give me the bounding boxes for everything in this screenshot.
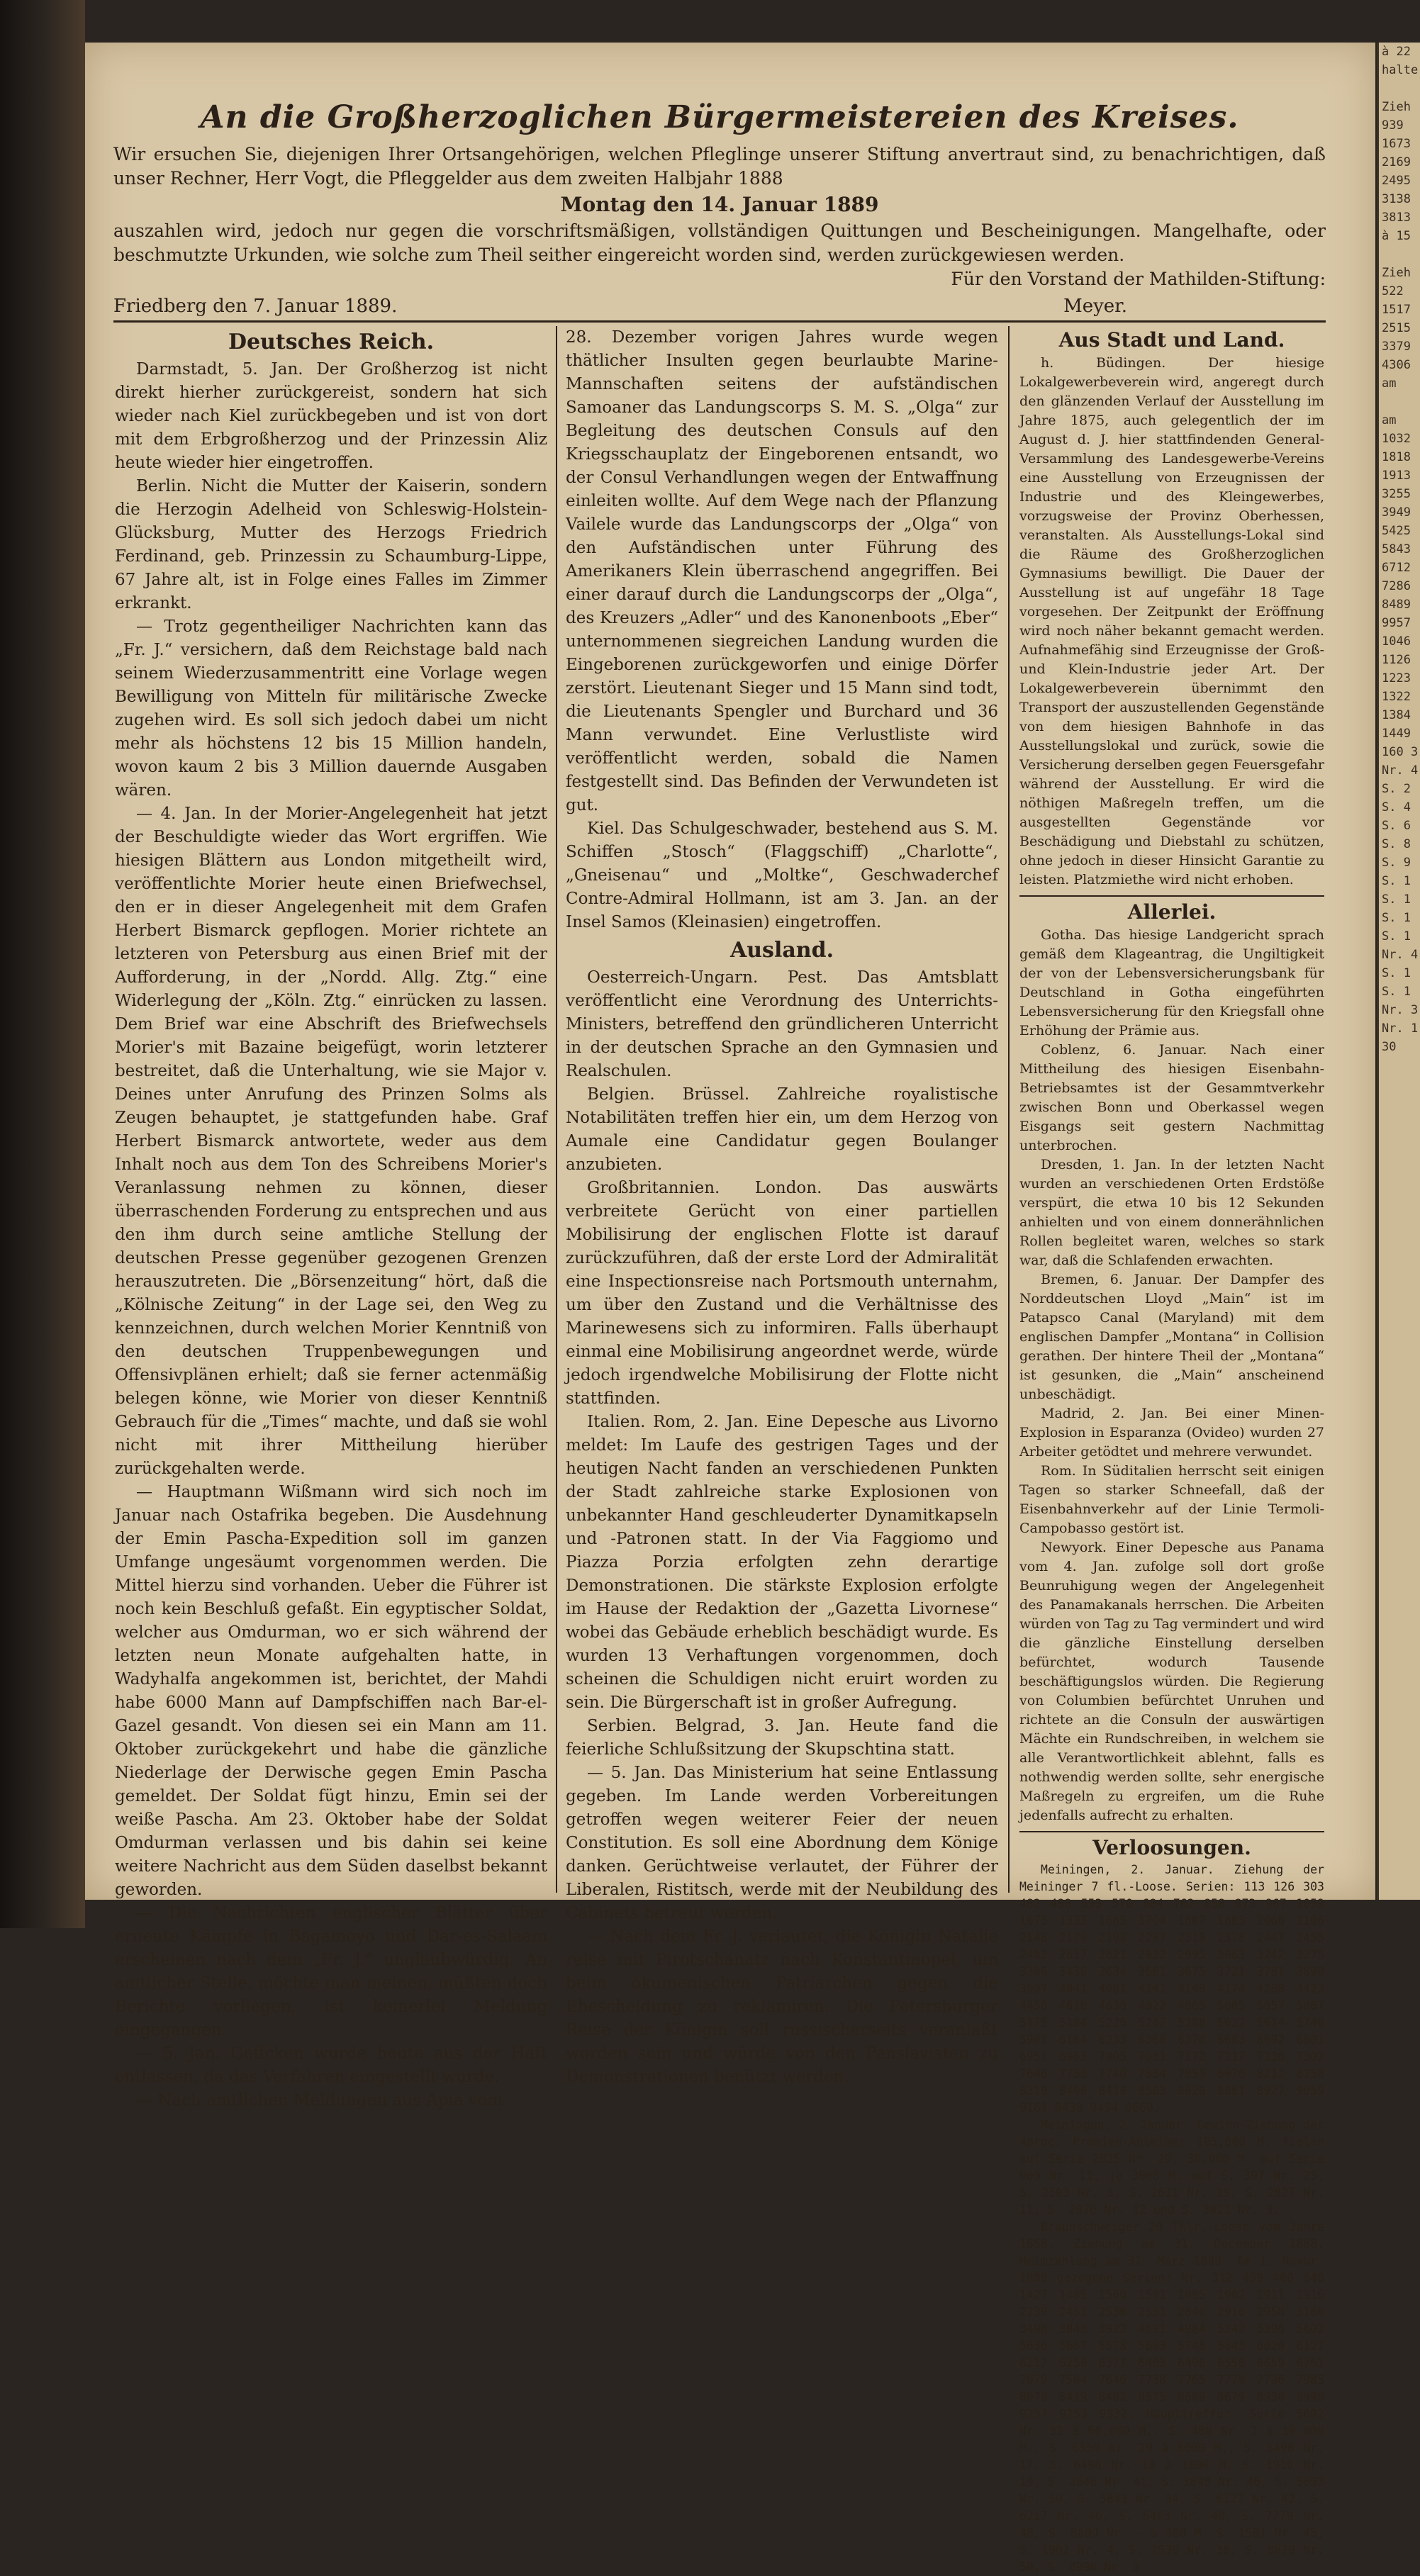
edge-fragment: 1673 xyxy=(1382,137,1411,151)
edge-fragment: 1223 xyxy=(1382,671,1411,685)
edge-fragment: 1384 xyxy=(1382,708,1411,722)
article-paragraph: Newyork. Einer Depesche aus Panama vom 4. Jan. zufolge soll dort große Beunruhigung wegen der Angelegenheit des Panamakanals herrschen. Die Arbeiten würden von Tag zu Tag vermindert und wird die gänzliche Einstellung derselben befürchtet, wodurch Tausende beschäftigungslos würden. Die Regierung von Columbien befürchtet Unruhen und richtete an die Consuln der auswärtigen Mächte ein Rundschreiben, in welchem sie alle Verantwortlichkeit ablehnt, falls es nothwendig werden sollte, sehr energische Maßregeln zu ergreifen, um die Ruhe jedenfalls aufrecht zu erhalten. xyxy=(1019,1540,1324,1823)
edge-fragment: 5843 xyxy=(1382,542,1411,556)
newspaper-page xyxy=(85,43,1375,2574)
column-3 xyxy=(1019,326,1324,2576)
heading-verloosungen: Verloosungen. xyxy=(1092,1836,1251,1859)
edge-fragment: Zieh xyxy=(1382,266,1411,280)
edge-fragment: 1517 xyxy=(1382,303,1411,317)
edge-fragment: 1126 xyxy=(1382,653,1411,667)
edge-fragment xyxy=(1379,393,1420,411)
edge-fragment: 3255 xyxy=(1382,487,1411,501)
edge-fragment: S. 4 xyxy=(1382,800,1411,814)
edge-fragment: 6712 xyxy=(1382,561,1411,575)
edge-fragment: S. 1 xyxy=(1382,874,1411,888)
column-divider-2 xyxy=(1008,326,1010,1893)
lottery-list: Braunschweiger 20 Thlr.-Loose vom Jahre 1868. Ziehung am 31. December 1888. Heimzahlung am 31. März 1889. Am 1. Novbr. 1888 gezogene Serien: Nr. 312 439 480 848 1427 1485 1560 1581 1895 1902 1911 1916 2239 2451 2530 2551 2646 2916 2958 3166 3498 3848 3922 4691 4984 5242 5396 5602 5636 5667 5678 5693 5748 5843 6020 6127 6217 6250 6377 6403 6496 6550 6659 6761 7079 7504 7646 7738 7765 7779 7796 7985 8079 8419 8482 8575 8609 8679 8930 8990 9237 9253 9332. Haupttreffer: Serie 5602 Nr. 33 à 60,000 M., S. 480 Nr. 1 à 10,800 M., S. 6550 Nr. 29 à 6000 M., S. 5496 Nr. 17, S. 6496 Nr. 18 à 1800 M. S. 1916 Nr. 19, S. 2646 Nr. 41, S. 3848 Nr. 46, S. 5693 Nr. 50, S. 5843 Nr. 34, S. 6127 Nr. 42, S. 6217 Nr. 46, S. 6403 Nr. 40, S. 7779 Nr. 48, S. 8609 Nr. — à 300 M. S. 1581 Nr. 45, S. 1902 Nr. 4, S. 2530 Nr. 38, S. 8679 Nr. 50, S. 8990 Nr. 3 xyxy=(1019,2220,1324,2574)
article-paragraph: Coblenz, 6. Januar. Nach einer Mittheilung des hiesigen Eisenbahn-Betriebsamtes ist der Gesammtverkehr zwischen Bonn und Oberkassel wegen Eisgangs seit gestern Nachmittag unterbrochen. xyxy=(1019,1042,1324,1153)
edge-fragment: S. 8 xyxy=(1382,837,1411,851)
edge-fragment xyxy=(1379,245,1420,264)
column-divider-1 xyxy=(556,326,557,1893)
article-paragraph: Berlin. Nicht die Mutter der Kaiserin, sondern die Herzogin Adelheid von Schleswig-Holstein-Glücksburg, Mutter des Herzogs Friedrich Ferdinand, geb. Prinzessin zu Schaumburg-Lippe, 67 Jahre alt, ist in Folge eines Falles im Zimmer erkrankt. xyxy=(115,477,547,612)
edge-fragment: 8489 xyxy=(1382,598,1411,612)
edge-fragment: 160 3 xyxy=(1382,745,1419,759)
heading-allerlei: Allerlei. xyxy=(1127,900,1217,924)
lottery-list: Meiningen, 2. Januar. Ziehung der Meininger 7 fl.-Loose. Serien: 113 126 303 482 488 553 570 684 762 858 873 967 1059 1075 1333 1685 1704 1807 1883 2068 2106 2148 2179 2198 2297 2319 2378 2447 2455 2482 2617 2621 2832 2995 3063 3242 3275 3306 3430 3634 3661 3675 3721 3781 3890 3997 4041 4081 4141 4149 4174 4280 4423 4456 4610 4630 4822 4865 5005 5057 5087 5175 5184 5226 5247 5308 5622 5614 5748 5901 6164 6233 6366 6370 6683 6692 6801 6951 6963 7005 7081 7172 7217 7238 7302 7646 7730 7740 7854 7959 8070 8212 8250 8319 8408 8418 8503 8620 8881 8927 9059 9161 9438 9494 9660. xyxy=(1019,1863,1324,2115)
edge-fragment: à 22 xyxy=(1382,45,1411,59)
column-2 xyxy=(566,326,998,2089)
article-paragraph: — Hauptmann Wißmann wird sich noch im Januar nach Ostafrika begeben. Die Ausdehnung der Emin Pascha-Expedition soll im ganzen Umfange ungesäumt vorgenommen werden. Die Mittel hierzu sind vorhanden. Ueber die Führer ist noch kein Beschluß gefaßt. Ein egyptischer Soldat, welcher aus Omdurman, wo er sich während der letzten neun Monate aufgehalten hatte, in Wadyhalfa angekommen ist, berichtet, der Mahdi habe 6000 Mann auf Dampfschiffen nach Bar-el-Gazel gesandt. Von diesen sei ein Mann am 11. Oktober zurückgekehrt und habe die gänzliche Niederlage der Derwische gegen Emin Pascha gemeldet. Der Soldat fügt hinzu, Emin sei der weiße Pascha. Am 23. Oktober habe der Soldat Omdurman verlassen und bis dahin sei keine weitere Nachricht aus dem Süden daselbst bekannt geworden. xyxy=(115,1483,547,1899)
section-rule xyxy=(1019,895,1324,897)
edge-fragment: S. 9 xyxy=(1382,856,1411,870)
edge-fragment xyxy=(1379,79,1420,98)
edge-fragment: S. 2 xyxy=(1382,782,1411,796)
header-rule xyxy=(113,320,1326,323)
column-1 xyxy=(115,326,547,2112)
adjacent-page-edge xyxy=(1377,43,1420,1900)
article-paragraph: Serbien. Belgrad, 3. Jan. Heute fand die feierliche Schlußsitzung der Skupschtina statt. xyxy=(566,1717,998,1759)
edge-fragment: 1032 xyxy=(1382,432,1411,446)
edge-fragment: S. 1 xyxy=(1382,966,1411,980)
edge-fragment: 3379 xyxy=(1382,340,1411,354)
edge-fragment: 2169 xyxy=(1382,155,1411,169)
article-paragraph: — 5. Jan. Geffcken wurde heute aus der Haft entlassen, da das Verfahren eingestellt wurde. xyxy=(115,2044,547,2086)
notice-body-2: auszahlen wird, jedoch nur gegen die vorschriftsmäßigen, vollständigen Quittungen und Bescheinigungen. Mangelhafte, oder beschmutzte Urkunden, wie solche zum Theil seither eingereicht worden sind, werden zurückgewiesen werden. xyxy=(113,220,1326,265)
heading-ausland: Ausland. xyxy=(729,938,834,963)
article-paragraph: Großbritannien. London. Das auswärts verbreitete Gerücht von einer partiellen Mobilisirung der englischen Flotte ist darauf zurückzuführen, daß der erste Lord der Admiralität eine Inspectionsreise nach Portsmouth unternahm, um über den Zustand und die Verhältnisse des Marinewesens sich zu informiren. Falls überhaupt einmal eine Mobilisirung angeordnet werde, würde jedoch irgendwelche Mobilisirung der Flotte nicht stattfinden. xyxy=(566,1179,998,1408)
article-paragraph: Madrid, 2. Jan. Bei einer Minen-Explosion in Esparanza (Ovideo) wurden 27 Arbeiter getödtet und mehrere verwundet. xyxy=(1019,1406,1324,1460)
notice-board: Für den Vorstand der Mathilden-Stiftung: xyxy=(951,269,1326,289)
edge-fragment: S. 1 xyxy=(1382,929,1411,943)
edge-fragment: am xyxy=(1382,376,1397,391)
notice-box xyxy=(113,99,1326,318)
article-paragraph: — Nach amtlichen Meldungen aus Apia vom xyxy=(136,2091,503,2110)
notice-signer: Meyer. xyxy=(1063,296,1127,317)
edge-fragment: Nr. 3 xyxy=(1382,1003,1419,1017)
edge-fragment: 2515 xyxy=(1382,321,1411,335)
edge-fragment: 1818 xyxy=(1382,450,1411,464)
edge-fragment: Nr. 4 xyxy=(1382,948,1419,962)
edge-fragment: 1449 xyxy=(1382,727,1411,741)
edge-fragment: à 15 xyxy=(1382,229,1411,243)
book-binding xyxy=(0,0,85,1928)
notice-date: Montag den 14. Januar 1889 xyxy=(560,193,879,216)
edge-fragment: Nr. 1 xyxy=(1382,1021,1419,1036)
edge-fragment: S. 6 xyxy=(1382,819,1411,833)
edge-fragment: 30 xyxy=(1382,1040,1397,1054)
edge-fragment: 3949 xyxy=(1382,505,1411,520)
edge-fragment: 1913 xyxy=(1382,469,1411,483)
article-paragraph: h. Büdingen. Der hiesige Lokalgewerbeverein wird, angeregt durch den glänzenden Verlauf der Ausstellung im Jahre 1875, auch gelegentlich der im August d. J. hier stattfindenden General-Versammlung des Landesgewerbe-Vereins eine Ausstellung von Erzeugnissen der Industrie und des Kleingewerbes, vorzugsweise der Provinz Oberhessen, veranstalten. Als Ausstellungs-Lokal sind die Räume des Großherzoglichen Gymnasiums bewilligt. Die Dauer der Ausstellung ist auf ungefähr 18 Tage vorgesehen. Der Zeitpunkt der Eröffnung wird noch näher bekannt gemacht werden. Aufnahmefähig sind Erzeugnisse der Groß- und Klein-Industrie jeder Art. Der Lokalgewerbeverein übernimmt den Transport der auszustellenden Gegenstände von dem hiesigen Bahnhofe in das Ausstellungslokal und zurück, sowie die Versicherung derselben gegen Feuersgefahr während der Ausstellung. Er wird die nöthigen Maßregeln treffen, um die ausgestellten Gegenstände vor Beschädigung und Diebstahl zu schützen, ohne jedoch in dieser Hinsicht Garantie zu leisten. Platzmiethe wird nicht erhoben. xyxy=(1019,355,1324,887)
notice-body: Wir ersuchen Sie, diejenigen Ihrer Ortsangehörigen, welchen Pfleglinge unserer Stiftung anvertraut sind, zu benachrichtigen, daß unser Rechner, Herr Vogt, die Pfleggelder aus dem zweiten Halbjahr 1888 xyxy=(113,144,1326,189)
article-paragraph: Darmstadt, 5. Jan. Der Großherzog ist nicht direkt hierher zurückgereist, sondern hat sich wieder nach Kiel zurückbegeben und ist von dort mit dem Erbgroßherzog und der Prinzessin Aliz heute wieder hier eingetroffen. xyxy=(115,360,547,472)
edge-fragment: S. 1 xyxy=(1382,892,1411,907)
heading-deutsches-reich: Deutsches Reich. xyxy=(228,330,435,354)
article-paragraph: Italien. Rom, 2. Jan. Eine Depesche aus Livorno meldet: Im Laufe des gestrigen Tages und der heutigen Nacht fanden an verschiedenen Punkten der Stadt zahlreiche starke Explosionen von unbekannter Hand geschleuderter Dynamitkapseln und -Patronen statt. In der Via Faggiomo und Piazza Porzia erfolgten zehn derartige Demonstrationen. Die stärkste Explosion erfolgte im Hause der Redaktion der „Gazetta Livornese“ wobei das Gebäude erheblich beschädigt wurde. Es wurden 13 Verhaftungen vorgenommen, doch scheinen die Schuldigen nicht eruirt worden zu sein. Die Bürgerschaft ist in großer Aufregung. xyxy=(566,1413,998,1712)
edge-fragment: Zieh xyxy=(1382,100,1411,114)
edge-fragment: S. 1 xyxy=(1382,911,1411,925)
article-paragraph: — 5. Jan. Das Ministerium hat seine Entlassung gegeben. Im Lande werden Vorbereitungen getroffen wegen weiterer Feier der neuen Constitution. Es soll eine Abordnung dem Könige danken. Gerüchtweise verlautet, der Führer der Liberalen, Ristitsch, werde mit der Neubildung des Cabinets betraut werden. xyxy=(566,1764,998,1922)
edge-fragment: 1322 xyxy=(1382,690,1411,704)
article-paragraph: Rom. In Süditalien herrscht seit einigen Tagen so starker Schneefall, daß der Eisenbahnverkehr auf der Linie Termoli-Campobasso gestört ist. xyxy=(1019,1463,1324,1536)
edge-fragment: halte xyxy=(1382,63,1419,77)
edge-fragment: 3138 xyxy=(1382,192,1411,206)
edge-fragment: 939 xyxy=(1382,118,1404,133)
article-paragraph: Kiel. Das Schulgeschwader, bestehend aus S. M. Schiffen „Stosch“ (Flaggschiff) „Charlotte“, „Gneisenau“ und „Moltke“, Geschwaderchef Contre-Admiral Hollmann, ist am 3. Jan. an der Insel Samos (Kleinasien) eingetroffen. xyxy=(566,819,998,931)
edge-fragment: S. 1 xyxy=(1382,985,1411,999)
edge-fragment: 1046 xyxy=(1382,634,1411,649)
edge-fragment: Nr. 4 xyxy=(1382,763,1419,778)
edge-fragment: 522 xyxy=(1382,284,1404,298)
article-paragraph: Bremen, 6. Januar. Der Dampfer des Norddeutschen Lloyd „Main“ ist im Patapsco Canal (Maryland) mit dem englischen Dampfer „Montana“ in Collision gerathen. Der hintere Theil der „Montana“ ist gesunken, die „Main“ anscheinend unbeschädigt. xyxy=(1019,1272,1324,1402)
section-rule xyxy=(1019,1831,1324,1832)
edge-fragment: 4306 xyxy=(1382,358,1411,372)
edge-fragment: am xyxy=(1382,413,1397,427)
notice-signature-row xyxy=(113,294,1326,318)
notice-place-date: Friedberg den 7. Januar 1889. xyxy=(113,296,398,317)
edge-fragment: 7286 xyxy=(1382,579,1411,593)
notice-title: An die Großherzoglichen Bürgermeistereien des Kreises. xyxy=(200,99,1239,135)
lottery-list: Meiningen, 2. Januar. Gewinn-Ziehung der 4proc. Prämien-Anleihe: 105,000 M. fielen auf Serie 2025 Nr. 20, 30,000 M. auf Serie 909 Nr. 11, je 3000 M. auf S. 397 Nr. 25, S. 2503 Nr. 3, S. 2611 Nr. 19, S. 2827 Nr. 11, S. 2876 Nr. 12 und S. 3021 Nr. 9. xyxy=(1019,2118,1324,2217)
article-paragraph: 28. Dezember vorigen Jahres wurde wegen thätlicher Insulten gegen beurlaubte Marine-Mannschaften seitens der aufständischen Samoaner das Landungscorps S. M. S. „Olga“ zur Begleitung des deutschen Consuls auf den Kriegsschauplatz der Eingeborenen entsandt, wo der Consul Verhandlungen wegen der Entwaffnung einleiten wollte. Auf dem Wege nach der Pflanzung Vailele wurde das Landungscorps der „Olga“ von den Aufständischen unter Führung des Amerikaners Klein überraschend angegriffen. Bei einer darauf durch die Landungscorps der „Olga“, des Kreuzers „Adler“ und des Kanonenboots „Eber“ unternommenen siegreichen Landung wurden die Eingeborenen zurückgeworfen und einige Dörfer zerstört. Lieutenant Sieger und 15 Mann sind todt, die Lieutenants Spengler und Burchard und 36 Mann verwundet. Eine Verlustliste wird veröffentlicht werden, sobald die Namen festgestellt sind. Das Befinden der Verwundeten ist gut. xyxy=(566,328,998,814)
article-paragraph: Oesterreich-Ungarn. Pest. Das Amtsblatt veröffentlicht eine Verordnung des Unterrichts-Ministers, betreffend den gründlicheren Unterricht in der deutschen Sprache an den Gymnasien und Realschulen. xyxy=(566,968,998,1080)
article-paragraph: Belgien. Brüssel. Zahlreiche royalistische Notabilitäten treffen hier ein, um dem Herzog von Aumale eine Candidatur gegen Boulanger anzubieten. xyxy=(566,1085,998,1174)
article-paragraph: Gotha. Das hiesige Landgericht sprach gemäß dem Klageantrag, die Ungiltigkeit der von der Lebensversicherungsbank für Deutschland in Gotha eingeführten Lebensversicherung für den Kriegsfall ohne Erhöhung der Prämie aus. xyxy=(1019,927,1324,1038)
edge-fragment: 5425 xyxy=(1382,524,1411,538)
article-paragraph: — Nach dem Fr. J. verlautet, die Königin Natalie reise mit Pirotschanatz nach Konstantinopel, um beim ökumenischen Patriarchen gegen die Ehescheidung zu reklamiren. Die Petersburger Reise der Königin soll russischerseits veranlaßt worden sein und würde von den Panslavisten zu Demonstrationen benützt werden. xyxy=(566,1927,998,2086)
edge-fragment: 3813 xyxy=(1382,211,1411,225)
heading-aus-stadt-und-land: Aus Stadt und Land. xyxy=(1058,328,1285,352)
article-paragraph: — Trotz gegentheiliger Nachrichten kann das „Fr. J.“ versichern, daß dem Reichstage bald nach seinem Wiederzusammentritt eine Vorlage wegen Bewilligung von Mitteln für militärische Zwecke zugehen wird. Es soll sich jedoch dabei um nicht mehr als höchstens 12 bis 15 Million handeln, wovon kaum 2 bis 3 Million dauernde Ausgaben wären. xyxy=(115,617,547,800)
edge-fragment: 2495 xyxy=(1382,174,1411,188)
edge-fragment: 9957 xyxy=(1382,616,1411,630)
article-paragraph: Dresden, 1. Jan. In der letzten Nacht wurden an verschiedenen Orten Erdstöße verspürt, die etwa 10 bis 12 Sekunden anhielten und von einem donnerähnlichen Rollen begleitet waren, welches so stark war, daß die Schlafenden erwachten. xyxy=(1019,1157,1324,1268)
article-paragraph: — 4. Jan. In der Morier-Angelegenheit hat jetzt der Beschuldigte wieder das Wort ergriffen. Wie hiesigen Blättern aus London mitgetheilt wird, veröffentlichte Morier heute einen Briefwechsel, den er in dieser Angelegenheit mit dem Grafen Herbert Bismarck gepflogen. Morier richtete an letzteren von Petersburg aus einen Brief mit der Aufforderung, in der „Nordd. Allg. Ztg.“ eine Widerlegung der „Köln. Ztg.“ einrücken zu lassen. Dem Brief war eine Abschrift des Briefwechsels Morier's mit Bazaine beigefügt, worin letzterer bestreitet, daß die Unterhaltung, wie sie Major v. Deines unter Anrufung des Prinzen Solms als Zeugen behauptet, je stattgefunden habe. Graf Herbert Bismarck antwortete, weder aus dem Inhalt noch aus dem Ton des Schreibens Morier's Veranlassung nehmen zu können, dieser überraschenden Forderung zu entsprechen und aus den ihm durch seine amtliche Stellung der deutschen Presse gegenüber gezogenen Grenzen herauszutreten. Die „Börsenzeitung“ hört, daß die „Kölnische Zeitung“ in der Lage sei, den Weg zu kennzeichnen, durch welchen Morier Kenntniß von den deutschen Truppenbewegungen und Offensivplänen erhielt; daß sie ferner actenmäßig belegen könne, wie Morier von dieser Kenntniß Gebrauch für die „Times“ machte, und daß sie wohl nicht mit ihrer Mittheilung hierüber zurückgehalten werde. xyxy=(115,805,547,1478)
article-paragraph: — Die Nachrichten englischer Blätter über erneute Kämpfe in Bagamoyo und Dar-es-Salaam erscheinen nach dem „Fr. J.“ unglaubwürdig. An amtlicher Stelle, möchte man meinen, müßten doch Berichte vorliegen, ist keinerlei Meldung eingegangen. xyxy=(115,1904,547,2039)
